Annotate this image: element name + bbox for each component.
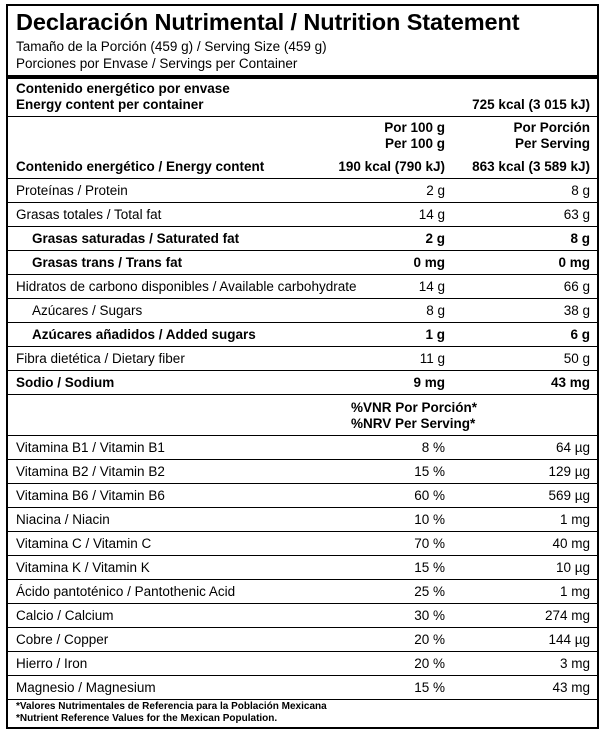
vitamin-value-b: 43 mg bbox=[552, 680, 590, 695]
vitamin-name: Cobre / Copper bbox=[16, 632, 109, 647]
nutrient-value-a: 2 g bbox=[426, 183, 445, 198]
vitamin-value-a: 70 % bbox=[414, 536, 445, 551]
vitamin-name: Vitamina B6 / Vitamin B6 bbox=[16, 488, 165, 503]
nutrient-name: Fibra dietética / Dietary fiber bbox=[16, 351, 185, 366]
vitamin-name: Vitamina K / Vitamin K bbox=[16, 560, 150, 575]
vitamin-name: Niacina / Niacin bbox=[16, 512, 110, 527]
vitamin-row bbox=[8, 508, 597, 532]
energy-container-label-es: Contenido energético por envase bbox=[16, 81, 230, 96]
vitamin-value-a: 20 % bbox=[414, 656, 445, 671]
vitamin-value-a: 30 % bbox=[414, 608, 445, 623]
vitamin-name: Calcio / Calcium bbox=[16, 608, 114, 623]
nutrient-name: Grasas trans / Trans fat bbox=[32, 255, 183, 270]
vitamin-name: Magnesio / Magnesium bbox=[16, 680, 156, 695]
vitamin-value-a: 15 % bbox=[414, 464, 445, 479]
nutrient-row bbox=[8, 347, 597, 371]
vitamin-value-b: 40 mg bbox=[552, 536, 590, 551]
energy-container-value: 725 kcal (3 015 kJ) bbox=[472, 97, 590, 112]
nutrient-row bbox=[8, 251, 597, 275]
servings-per-container: Porciones por Envase / Servings per Container bbox=[16, 56, 298, 71]
nutrient-row bbox=[8, 179, 597, 203]
vitamin-name: Hierro / Iron bbox=[16, 656, 88, 671]
nutrient-value-b: 38 g bbox=[563, 303, 590, 318]
vitamin-value-a: 15 % bbox=[414, 560, 445, 575]
vitamin-value-a: 8 % bbox=[421, 440, 445, 455]
energy-row-name: Contenido energético / Energy content bbox=[16, 159, 265, 174]
vitamin-value-b: 1 mg bbox=[559, 512, 590, 527]
nutrient-value-a: 11 g bbox=[419, 351, 445, 366]
vitamin-value-b: 10 µg bbox=[555, 560, 590, 575]
nutrient-row bbox=[8, 227, 597, 251]
nutrient-row bbox=[8, 371, 597, 395]
nutrient-value-a: 8 g bbox=[426, 303, 445, 318]
footnote-es: *Valores Nutrimentales de Referencia para la Población Mexicana bbox=[16, 701, 327, 712]
vitamin-value-a: 60 % bbox=[414, 488, 445, 503]
nutrient-name: Hidratos de carbono disponibles / Available carbohydrate bbox=[16, 279, 357, 294]
nutrient-value-a: 2 g bbox=[425, 231, 445, 246]
vitamin-row bbox=[8, 484, 597, 508]
nutrition-label bbox=[6, 4, 599, 729]
vitamin-value-b: 3 mg bbox=[559, 656, 590, 671]
nutrient-value-b: 43 mg bbox=[550, 375, 590, 390]
nutrient-row bbox=[8, 203, 597, 227]
vitamin-name: Ácido pantoténico / Pantothenic Acid bbox=[16, 584, 236, 599]
col-header-per100-en: Per 100 g bbox=[384, 136, 445, 151]
nutrient-name: Azúcares añadidos / Added sugars bbox=[32, 327, 256, 342]
vitamin-row bbox=[8, 532, 597, 556]
nutrient-value-a: 9 mg bbox=[413, 375, 445, 390]
nutrient-value-a: 14 g bbox=[418, 207, 445, 222]
vitamin-value-a: 15 % bbox=[414, 680, 445, 695]
nutrient-value-b: 63 g bbox=[563, 207, 590, 222]
vitamin-value-b: 274 mg bbox=[544, 608, 590, 623]
vitamin-row bbox=[8, 580, 597, 604]
vitamin-row bbox=[8, 556, 597, 580]
vnr-header-en: %NRV Per Serving* bbox=[351, 416, 476, 431]
nutrient-value-a: 1 g bbox=[425, 327, 445, 342]
vitamin-value-b: 129 µg bbox=[548, 464, 590, 479]
nutrient-name: Sodio / Sodium bbox=[16, 375, 115, 390]
col-header-per100-es: Por 100 g bbox=[384, 120, 445, 135]
vitamin-row bbox=[8, 436, 597, 460]
nutrient-value-a: 0 mg bbox=[413, 255, 445, 270]
vitamin-name: Vitamina C / Vitamin C bbox=[16, 536, 152, 551]
energy-row bbox=[8, 155, 597, 179]
vitamin-row bbox=[8, 628, 597, 652]
nutrient-name: Grasas totales / Total fat bbox=[16, 207, 162, 222]
vitamin-value-a: 20 % bbox=[414, 632, 445, 647]
vitamin-value-a: 25 % bbox=[414, 584, 445, 599]
vitamin-row bbox=[8, 676, 597, 700]
nutrient-value-a: 14 g bbox=[418, 279, 445, 294]
footnote-en: *Nutrient Reference Values for the Mexican Population. bbox=[16, 713, 278, 724]
col-header-perserv-en: Per Serving bbox=[514, 136, 590, 151]
nutrient-value-b: 8 g bbox=[570, 231, 590, 246]
vnr-header-es: %VNR Por Porción* bbox=[351, 400, 478, 415]
vitamin-row bbox=[8, 604, 597, 628]
vitamin-value-b: 569 µg bbox=[548, 488, 590, 503]
vitamin-value-b: 144 µg bbox=[548, 632, 590, 647]
label-title: Declaración Nutrimental / Nutrition Statement bbox=[16, 9, 520, 35]
col-header-perserv-es: Por Porción bbox=[513, 120, 590, 135]
serving-size: Tamaño de la Porción (459 g) / Serving Size (459 g) bbox=[16, 39, 327, 54]
vitamin-row bbox=[8, 460, 597, 484]
energy-container-label-en: Energy content per container bbox=[16, 97, 204, 112]
nutrient-value-b: 0 mg bbox=[558, 255, 590, 270]
vitamin-row bbox=[8, 652, 597, 676]
vitamin-name: Vitamina B1 / Vitamin B1 bbox=[16, 440, 165, 455]
nutrient-row bbox=[8, 323, 597, 347]
nutrient-value-b: 8 g bbox=[571, 183, 590, 198]
nutrient-value-b: 6 g bbox=[570, 327, 590, 342]
nutrient-name: Azúcares / Sugars bbox=[32, 303, 143, 318]
vitamin-value-b: 1 mg bbox=[559, 584, 590, 599]
vitamin-value-a: 10 % bbox=[414, 512, 445, 527]
nutrient-row bbox=[8, 299, 597, 323]
energy-row-per100: 190 kcal (790 kJ) bbox=[338, 159, 445, 174]
thick-divider bbox=[8, 75, 597, 79]
nutrient-name: Grasas saturadas / Saturated fat bbox=[32, 231, 240, 246]
energy-row-perserv: 863 kcal (3 589 kJ) bbox=[472, 159, 590, 174]
nutrient-name: Proteínas / Protein bbox=[16, 183, 128, 198]
vitamin-name: Vitamina B2 / Vitamin B2 bbox=[16, 464, 165, 479]
nutrient-row bbox=[8, 275, 597, 299]
divider bbox=[8, 116, 597, 117]
nutrient-value-b: 50 g bbox=[563, 351, 590, 366]
nutrient-value-b: 66 g bbox=[563, 279, 590, 294]
vitamin-value-b: 64 µg bbox=[555, 440, 590, 455]
